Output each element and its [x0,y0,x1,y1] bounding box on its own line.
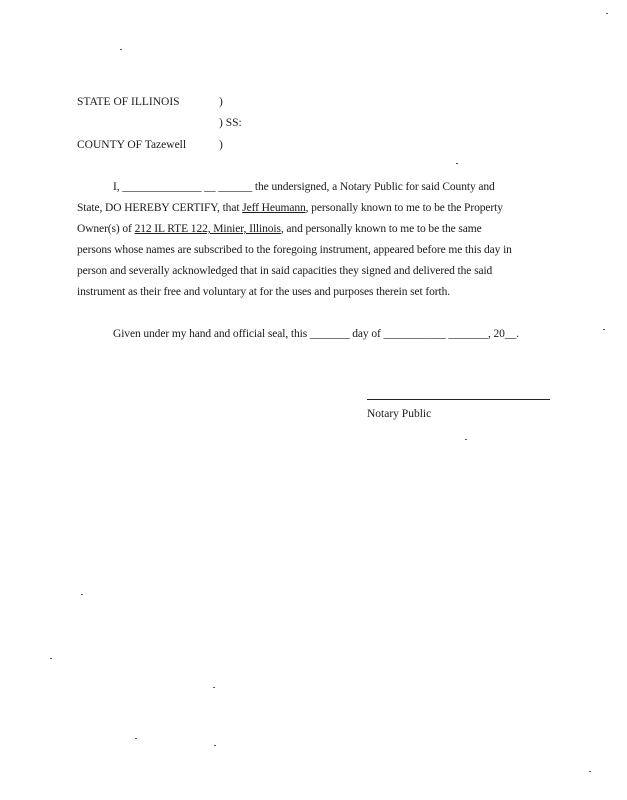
scan-speck [213,687,215,688]
scan-speck [135,738,137,739]
certificate-line-3-suffix: , and personally known to me to be the same [280,223,482,235]
county-paren: ) [219,139,223,151]
ss-label: ) SS: [219,117,242,129]
scan-speck [603,329,605,330]
certificate-line-5: person and severally acknowledged that in said capacities they signed and delivered the said [77,265,493,277]
certificate-line-1-prefix: I, [113,181,123,193]
state-paren: ) [219,96,223,108]
day-blank: _______ [309,328,350,340]
scan-speck [120,49,122,50]
scan-speck [589,771,591,772]
given-line [113,328,519,340]
certificate-line-2-prefix: State, DO HEREBY CERTIFY, that [77,202,243,214]
certificate-line-1 [113,181,495,193]
scan-speck [465,439,467,440]
certificate-line-4: persons whose names are subscribed to the foregoing instrument, appeared before me this day in [77,244,512,256]
property-address: 212 IL RTE 122, Minier, Illinois [134,223,281,235]
scan-speck [456,163,458,164]
month-blank: ___________ _______ [383,328,488,340]
certificate-line-2-suffix: , personally known to me to be the Property [305,202,503,214]
scan-speck [214,745,216,746]
signature-line [367,399,550,400]
scan-speck [606,13,608,14]
certificate-line-3 [77,223,482,235]
notary-name-blank: ______________ __ ______ [122,181,253,193]
notary-public-label: Notary Public [367,408,432,420]
certificate-line-2 [77,202,503,214]
scan-speck [50,658,52,659]
day-word: day of [349,328,384,340]
given-prefix: Given under my hand and official seal, this [113,328,310,340]
county-label: COUNTY OF Tazewell [77,139,187,151]
year-blank: __ [504,328,517,340]
certificate-line-6: instrument as their free and voluntary at for the uses and purposes therein set forth. [77,286,451,298]
certificate-line-3-prefix: Owner(s) of [77,223,135,235]
scan-speck [81,594,83,595]
state-label: STATE OF ILLINOIS [77,96,180,108]
owner-name: Jeff Heumann [242,202,306,214]
year-prefix: , 20 [487,328,505,340]
given-end: . [516,328,519,340]
certificate-line-1-suffix: the undersigned, a Notary Public for said County and [252,181,495,193]
